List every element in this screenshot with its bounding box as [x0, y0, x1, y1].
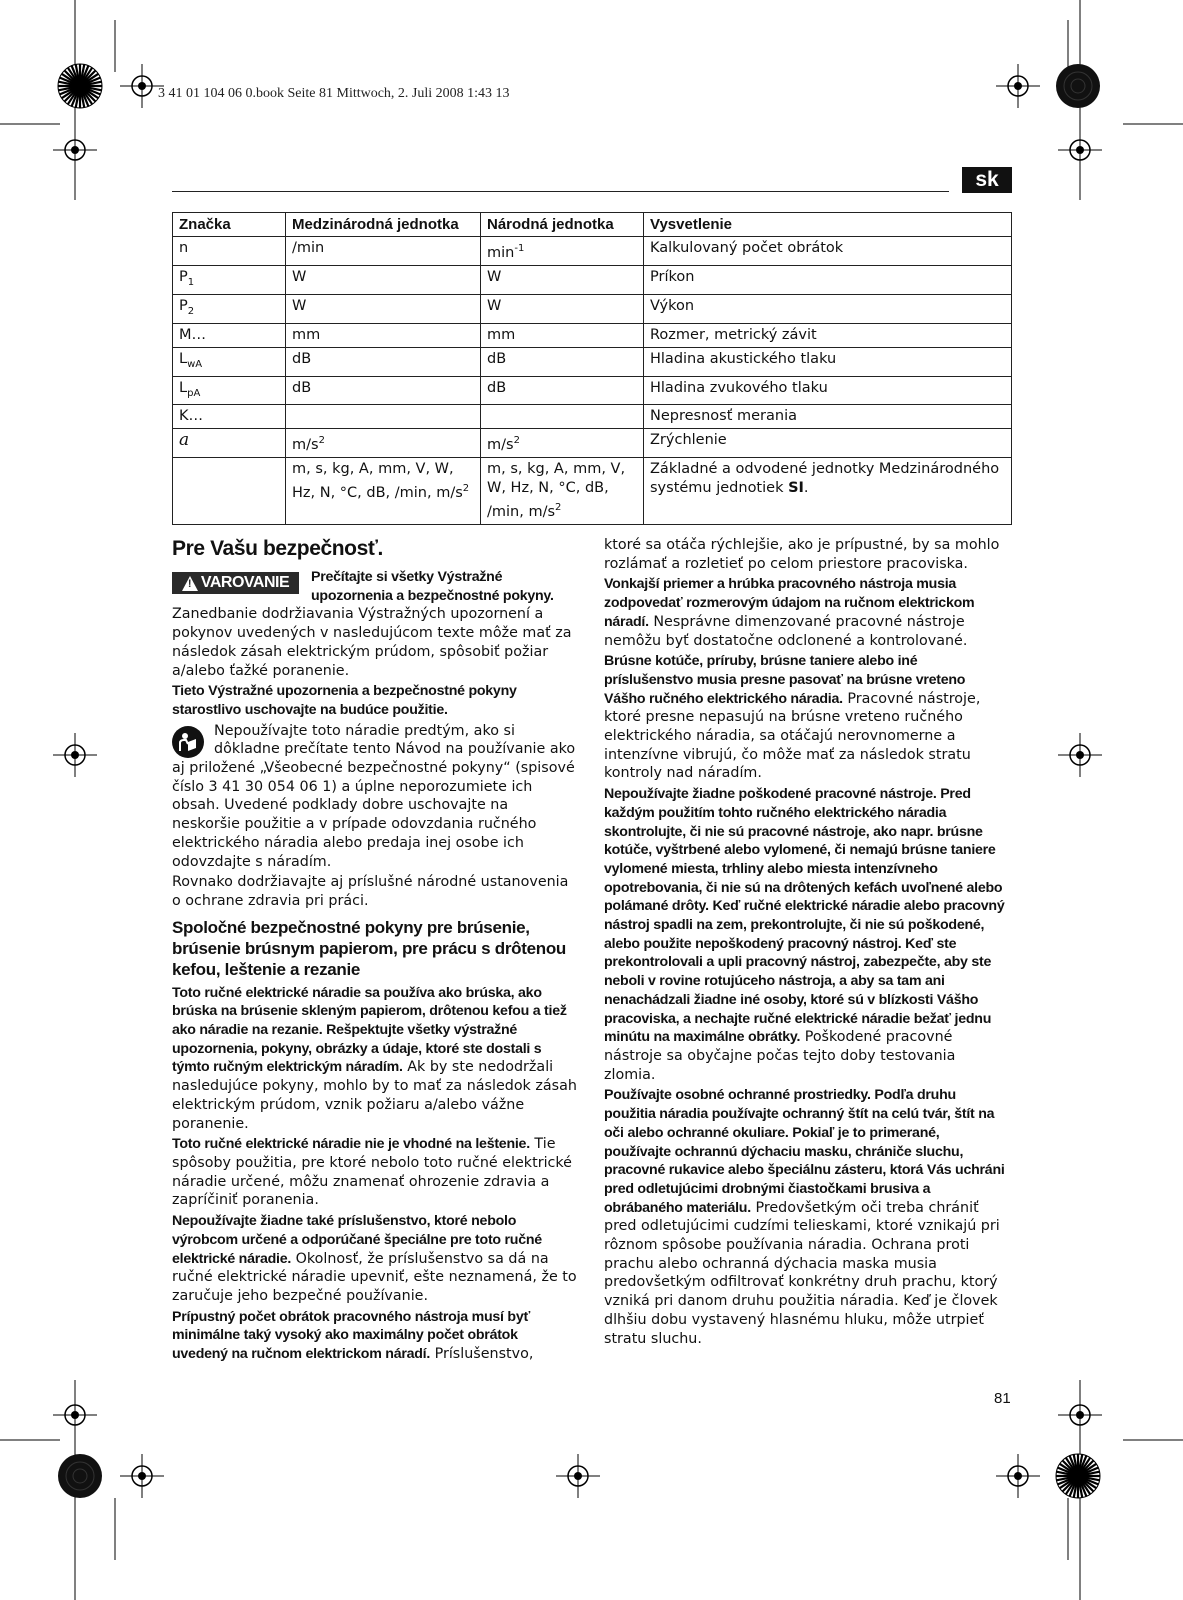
cell-symbol-text: K…: [179, 408, 204, 425]
cell-international-unit: [286, 323, 481, 347]
cell-national-unit: [481, 347, 644, 376]
cell-international-unit-text: W: [292, 268, 307, 285]
cell-explanation-text: Základné a odvodené jednotky Medzinárodného systému jednotiek: [650, 461, 1000, 497]
read-manual-icon: [172, 726, 204, 758]
section-title-common-safety: Spoločné bezpečnostné pokyny pre brúsenie, brúsenie brúsnym papierom, pre prácu s drôtenou kefou, leštenie a rezanie: [172, 917, 566, 979]
table-row: [173, 429, 1012, 458]
cell-national-unit-sup: -1: [514, 243, 525, 254]
cell-symbol-text: n: [179, 240, 189, 256]
paragraph-dimensions: [604, 575, 1009, 650]
national-regulations-text: Rovnako dodržiavajte aj príslušné národné ustanovenia o ochrane zdravia pri práci.: [172, 874, 569, 909]
cell-national-unit-text: W: [487, 268, 502, 285]
cell-explanation-end: .: [803, 480, 809, 497]
cell-explanation-text: Hladina zvukového tlaku: [650, 379, 828, 396]
cell-symbol-sub: 1: [187, 276, 195, 288]
cell-international-unit-text: dB: [292, 350, 312, 367]
paragraph-protective-equipment-bold: Používajte osobné ochranné prostriedky. Podľa druhu použitia náradia používajte ochranný štít na celú tvár, štít na oči alebo ochranné okuliare. Pokiaľ je to primerané, používajte ochrannú dýchaciu masku, chrániče sluchu, pracovné rukavice alebo špeciálnu zásteru, ktorá Vás uchráni pred odletujúcimi drobnými čiastočkami brusiva a obrábaného materiálu.: [604, 1087, 1005, 1216]
cell-explanation: [644, 347, 1012, 376]
paragraph-fit: [604, 652, 1009, 783]
cell-international-unit: [286, 347, 481, 376]
paragraph-usage-text: Ak by ste nedodržali nasledujúce pokyny, mohlo by to mať za následok zásah elektrickým prúdom, vznik požiaru a/alebo vážne poranenie.: [172, 1059, 577, 1132]
column-header-explanation: Vysvetlenie: [644, 213, 1012, 237]
paragraph-dimensions-bold: Vonkajší priemer a hrúbka pracovného nástroja musia zodpovedať rozmerovým údajom na ručnom elektrickom náradí.: [604, 576, 975, 630]
cell-symbol-text: L: [179, 350, 188, 367]
cell-symbol: [173, 376, 286, 405]
cell-national-unit-text: mm: [487, 326, 516, 343]
cell-explanation-bold: SI: [788, 480, 804, 497]
cell-national-unit-text: dB: [487, 350, 507, 367]
cell-national-unit-text: m, s, kg, A, mm, V, W, Hz, N, °C, dB, /min, m/s: [487, 461, 626, 521]
manual-paragraph: [172, 722, 577, 872]
cell-international-unit-text: dB: [292, 379, 312, 396]
print-file-info: 3 41 01 104 06 0.book Seite 81 Mittwoch, 2. Juli 2008 1:43 13: [158, 86, 510, 101]
paragraph-fit-text: Pracovné nástroje, ktoré presne nepasujú na brúsne vreteno ručného elektrického náradia, sa otáčajú nerovnomerne a intenzívne vibrujú, čo môže mať za následok stratu kontroly nad náradím.: [604, 690, 981, 782]
column-header-national-unit: Národná jednotka: [481, 213, 644, 237]
table-row: [173, 405, 1012, 429]
cell-national-unit: [481, 429, 644, 458]
left-column: [172, 536, 577, 1366]
cell-international-unit-text: m, s, kg, A, mm, V, W, Hz, N, °C, dB, /min, m/s: [292, 461, 463, 502]
cell-national-unit: [481, 405, 644, 429]
cell-international-unit: [286, 429, 481, 458]
language-badge: sk: [962, 167, 1012, 193]
cell-international-unit-text: W: [292, 297, 307, 314]
cell-symbol-text: L: [179, 379, 188, 396]
cell-symbol-text: P: [179, 297, 188, 314]
units-table: [172, 212, 1012, 525]
table-row: [173, 265, 1012, 294]
table-row: [173, 376, 1012, 405]
cell-symbol: [173, 237, 286, 266]
cell-explanation: [644, 237, 1012, 266]
paragraph-accessories-text: Okolnosť, že príslušenstvo sa dá na ručné elektrické náradie upevniť, ešte neznamená, že to zaručuje jeho bezpečné používanie.: [172, 1250, 577, 1304]
cell-symbol: [173, 347, 286, 376]
cell-symbol-sub: wA: [187, 358, 203, 370]
cell-symbol: [173, 323, 286, 347]
keep-instructions-text: Tieto Výstražné upozornenia a bezpečnostné pokyny starostlivo uschovajte na budúce použitie.: [172, 683, 517, 718]
cell-national-unit-text: dB: [487, 379, 507, 396]
table-header-row: [173, 213, 1012, 237]
cell-international-unit: [286, 458, 481, 525]
cell-international-unit: [286, 237, 481, 266]
paragraph-damaged-tools-bold: Nepoužívajte žiadne poškodené pracovné nástroje. Pred každým použitím tohto ručného elektrického náradia skontrolujte, či nie sú pracovné nástroje, ako napr. brúsne kotúče, vyštrbené alebo vylomené, či nemajú brúsne taniere vylomené miesta, trhliny alebo miesta intenzívneho opotrebovania, či nie sú na drôtených kefách uvoľnené alebo polámané drôty. Keď ručné elektrické náradie alebo pracovný nástroj spadli na zem, prekontrolujte, či nie sú poškodené, alebo použite nepoškodený pracovný nástroj. Keď ste prekontrolovali a upli pracovný nástroj, zabezpečte, aby ste neboli v rovine rotujúceho nástroja, a aby sa tam ani nenachádzali žiadne iné osoby, ktoré sú v blízkosti Vášho pracoviska, a nechajte ručné elektrické náradie bežať jednu minútu na maximálne obrátky.: [604, 786, 1005, 1046]
cell-explanation-text: Kalkulovaný počet obrátok: [650, 240, 844, 256]
header-rule: [172, 191, 949, 192]
cell-international-unit-text: /min: [292, 240, 325, 256]
paragraph-speed-bold: Prípustný počet obrátok pracovného nástroja musí byť minimálne taký vysoký ako maximálny počet obrátok uvedený na ručnom elektrickom náradí.: [172, 1308, 531, 1363]
cell-explanation: [644, 376, 1012, 405]
paragraph-polishing-text: Tie spôsoby použitia, pre ktoré nebolo toto ručné elektrické náradie určené, môžu znamenať ohrozenie zdravia a zapríčiniť poranenia.: [172, 1136, 572, 1209]
cell-international-unit-sup: 2: [462, 483, 470, 495]
paragraph-protective-equipment: [604, 1086, 1009, 1348]
paragraph-fit-bold: Brúsne kotúče, príruby, brúsne taniere alebo iné príslušenstvo musia presne pasovať na brúsne vreteno Vášho ručného elektrického náradia.: [604, 653, 966, 707]
cell-symbol-sub: 2: [187, 305, 195, 317]
cell-explanation-text: Príkon: [650, 268, 695, 285]
cell-symbol-text: a: [179, 430, 190, 451]
paragraph-usage: [172, 984, 577, 1134]
cell-explanation-text: Hladina akustického tlaku: [650, 350, 837, 367]
cell-international-unit-text: m/s: [292, 437, 319, 454]
cell-international-unit: [286, 405, 481, 429]
cell-symbol-text: P: [179, 268, 188, 285]
cell-national-unit: [481, 294, 644, 323]
cell-national-unit: [481, 323, 644, 347]
cell-symbol-text: M…: [179, 326, 207, 343]
paragraph-protective-equipment-text: Predovšetkým oči treba chrániť pred odletujúcimi cudzími telieskami, ktoré vznikajú pri rôznom spôsobe používania náradia. Ochrana proti prachu alebo ochranná dýchacia maska musia predovšetkým odfiltrovať konkrétny druh prachu, ktorý vzniká pri danom druhu použitia náradia. Keď je človek dlhšiu dobu vystavený hlasnému hluku, môže utrpieť stratu sluchu.: [604, 1199, 1000, 1347]
cell-explanation-text: Nepresnosť merania: [650, 408, 797, 425]
table-row: [173, 347, 1012, 376]
cell-national-unit: [481, 265, 644, 294]
cell-explanation-text: Výkon: [650, 297, 695, 314]
paragraph-continuation: ktoré sa otáča rýchlejšie, ako je prípustné, by sa mohlo rozlámať a rozletieť po celom priestore pracoviska.: [604, 537, 1000, 572]
cell-national-unit: [481, 237, 644, 266]
cell-symbol: [173, 405, 286, 429]
paragraph-polishing-bold: Toto ručné elektrické náradie nie je vhodné na leštenie.: [172, 1136, 530, 1153]
cell-national-unit-sup: 2: [555, 502, 562, 514]
cell-symbol: [173, 429, 286, 458]
manual-text: Nepoužívajte toto náradie predtým, ako si dôkladne prečítate tento Návod na používanie ako aj priložené „Všeobecné bezpečnostné pokyny“ (spisové číslo 3 41 30 054 06 1) a úplne neporozumiete ich obsah. Uvedené podklady dobre uschovajte na neskoršie použitie a v prípade odovzdania ručného elektrického náradia alebo predaja inej osobe ich odovzdajte s náradím.: [172, 722, 576, 870]
page-number: 81: [994, 1390, 1011, 1407]
cell-national-unit-text: min: [487, 244, 515, 261]
warning-badge: [172, 572, 299, 594]
cell-explanation: [644, 265, 1012, 294]
cell-symbol: [173, 294, 286, 323]
cell-explanation-text: Zrýchlenie: [650, 432, 727, 449]
paragraph-accessories: [172, 1212, 577, 1306]
table-row: [173, 323, 1012, 347]
cell-international-unit: [286, 265, 481, 294]
paragraph-accessories-bold: Nepoužívajte žiadne také príslušenstvo, ktoré nebolo výrobcom určené a odporúčané špeciálne pre toto ručné elektrické náradie.: [172, 1213, 542, 1267]
warning-paragraph: [172, 568, 577, 680]
cell-explanation: [644, 458, 1012, 525]
paragraph-polishing: [172, 1135, 577, 1210]
cell-symbol-sub: pA: [187, 387, 201, 399]
paragraph-damaged-tools-text: Poškodené pracovné nástroje sa obyčajne počas tejto doby testovania zlomia.: [604, 1029, 956, 1083]
paragraph-damaged-tools: [604, 785, 1009, 1084]
warning-triangle-icon: !: [182, 576, 198, 591]
cell-explanation: [644, 323, 1012, 347]
cell-national-unit-text: W: [487, 297, 502, 314]
paragraph-usage-bold: Toto ručné elektrické náradie sa používa ako brúska, ako brúska na brúsenie skleným papierom, drôtenou kefou a tiež ako náradie na rezanie. Rešpektujte všetky výstražné upozornenia, pokyny, obrázky a údaje, ktoré ste dostali s týmto ručným elektrickým náradím.: [172, 984, 567, 1076]
cell-international-unit-sup: 2: [318, 435, 325, 447]
cell-national-unit-sup: 2: [513, 435, 520, 447]
right-column: [604, 536, 1009, 1350]
column-header-symbol: Značka: [173, 213, 286, 237]
cell-explanation-text: Rozmer, metrický závit: [650, 326, 817, 343]
cell-national-unit: [481, 376, 644, 405]
cell-national-unit: [481, 458, 644, 525]
column-header-international-unit: Medzinárodná jednotka: [286, 213, 481, 237]
table-row: [173, 458, 1012, 525]
paragraph-speed-text: Príslušenstvo,: [430, 1346, 534, 1363]
warning-label: VAROVANIE: [200, 574, 290, 591]
warning-text: Zanedbanie dodržiavania Výstražných upozornení a pokynov uvedených v nasledujúcom texte môže mať za následok zásah elektrickým prúdom, spôsobiť požiar a/alebo ťažké poranenie.: [172, 606, 572, 679]
safety-title: Pre Vašu bezpečnosť.: [172, 537, 383, 560]
cell-international-unit-text: mm: [292, 326, 321, 343]
cell-national-unit-text: m/s: [487, 437, 514, 454]
paragraph-dimensions-text: Nesprávne dimenzované pracovné nástroje nemôžu byť dostatočne odclonené a kontrolované.: [604, 613, 968, 649]
cell-international-unit: [286, 376, 481, 405]
cell-explanation: [644, 405, 1012, 429]
warning-bold-text: Prečítajte si všetky Výstražné upozornenia a bezpečnostné pokyny.: [311, 569, 554, 604]
cell-explanation: [644, 294, 1012, 323]
table-row: [173, 237, 1012, 266]
cell-symbol: [173, 458, 286, 525]
cell-explanation: [644, 429, 1012, 458]
cell-symbol: [173, 265, 286, 294]
cell-international-unit: [286, 294, 481, 323]
table-row: [173, 294, 1012, 323]
paragraph-speed: [172, 1308, 577, 1364]
